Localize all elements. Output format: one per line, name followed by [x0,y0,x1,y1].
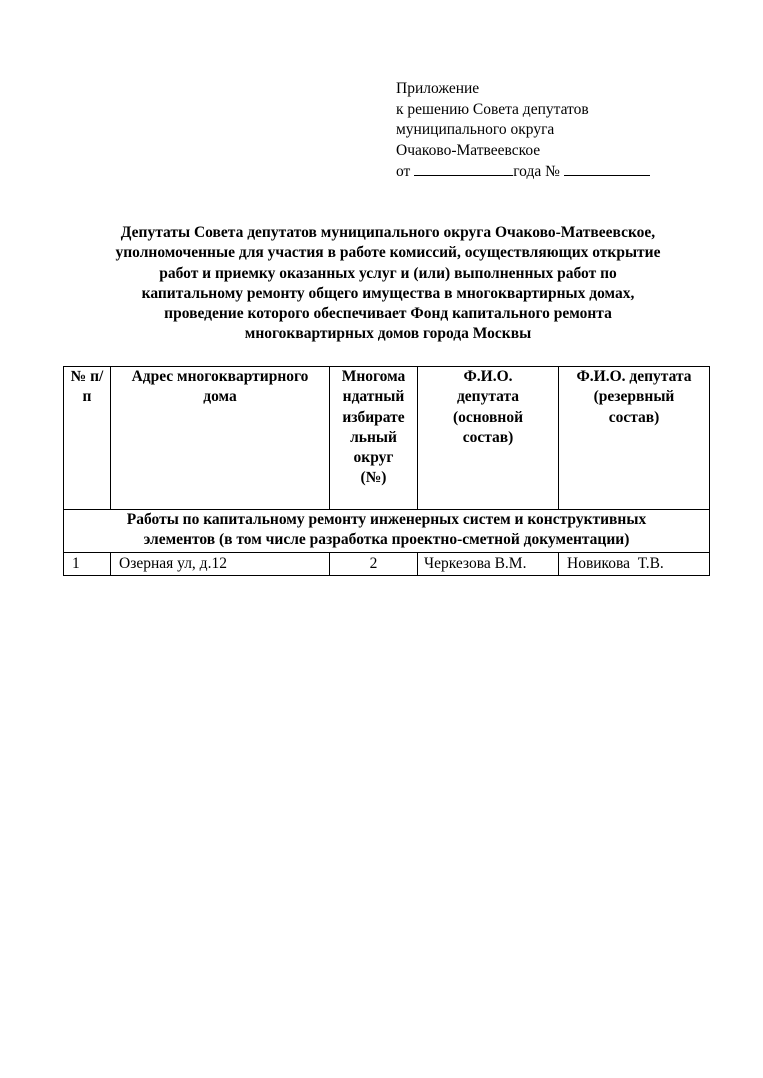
table-row [64,553,710,576]
title-line: уполномоченные для участия в работе комиссий, осуществляющих открытие [115,244,661,262]
date-blank [414,161,513,176]
appendix-line: к решению Совета депутатов [396,100,589,118]
appendix-line: Очаково-Матвеевское [396,141,541,159]
title-line: работ и приемку оказанных услуг и (или) выполненных работ по [159,264,617,282]
table-header-row [64,367,710,510]
section-title: Работы по капитальному ремонту инженерных систем и конструктивных элементов (в том числе разработка проектно-сметной документации) [64,510,710,553]
header-reserve-deputy: Ф.И.О. депутата (резервный состав) [559,367,710,510]
cell-num: 1 [64,553,111,576]
cell-district: 2 [330,553,418,576]
number-blank [564,161,650,176]
date-suffix: года № [513,163,560,180]
title-line: капитальному ремонту общего имущества в многоквартирных домах, [141,284,635,302]
deputies-table [63,366,710,576]
appendix-line: муниципального округа [396,121,555,138]
header-num: № п/ п [64,367,111,510]
appendix-line: Приложение [396,80,480,97]
appendix-date-line [396,161,650,183]
document-title [60,223,716,345]
header-main-deputy: Ф.И.О. депутата (основной состав) [418,367,559,510]
section-row [64,510,710,553]
date-prefix: от [396,163,411,180]
title-line: проведение которого обеспечивает Фонд капитального ремонта [164,305,612,323]
cell-reserve-deputy: Новикова Т.В. [559,553,710,576]
title-line: многоквартирных домов города Москвы [244,325,532,343]
cell-address: Озерная ул, д.12 [111,553,330,576]
title-line: Депутаты Совета депутатов муниципального округа Очаково-Матвеевское, [120,224,656,241]
appendix-block [396,79,650,183]
header-district: Многома ндатный избирате льный округ (№) [330,367,418,510]
cell-main-deputy: Черкезова В.М. [418,553,559,576]
header-address: Адрес многоквартирного дома [111,367,330,510]
